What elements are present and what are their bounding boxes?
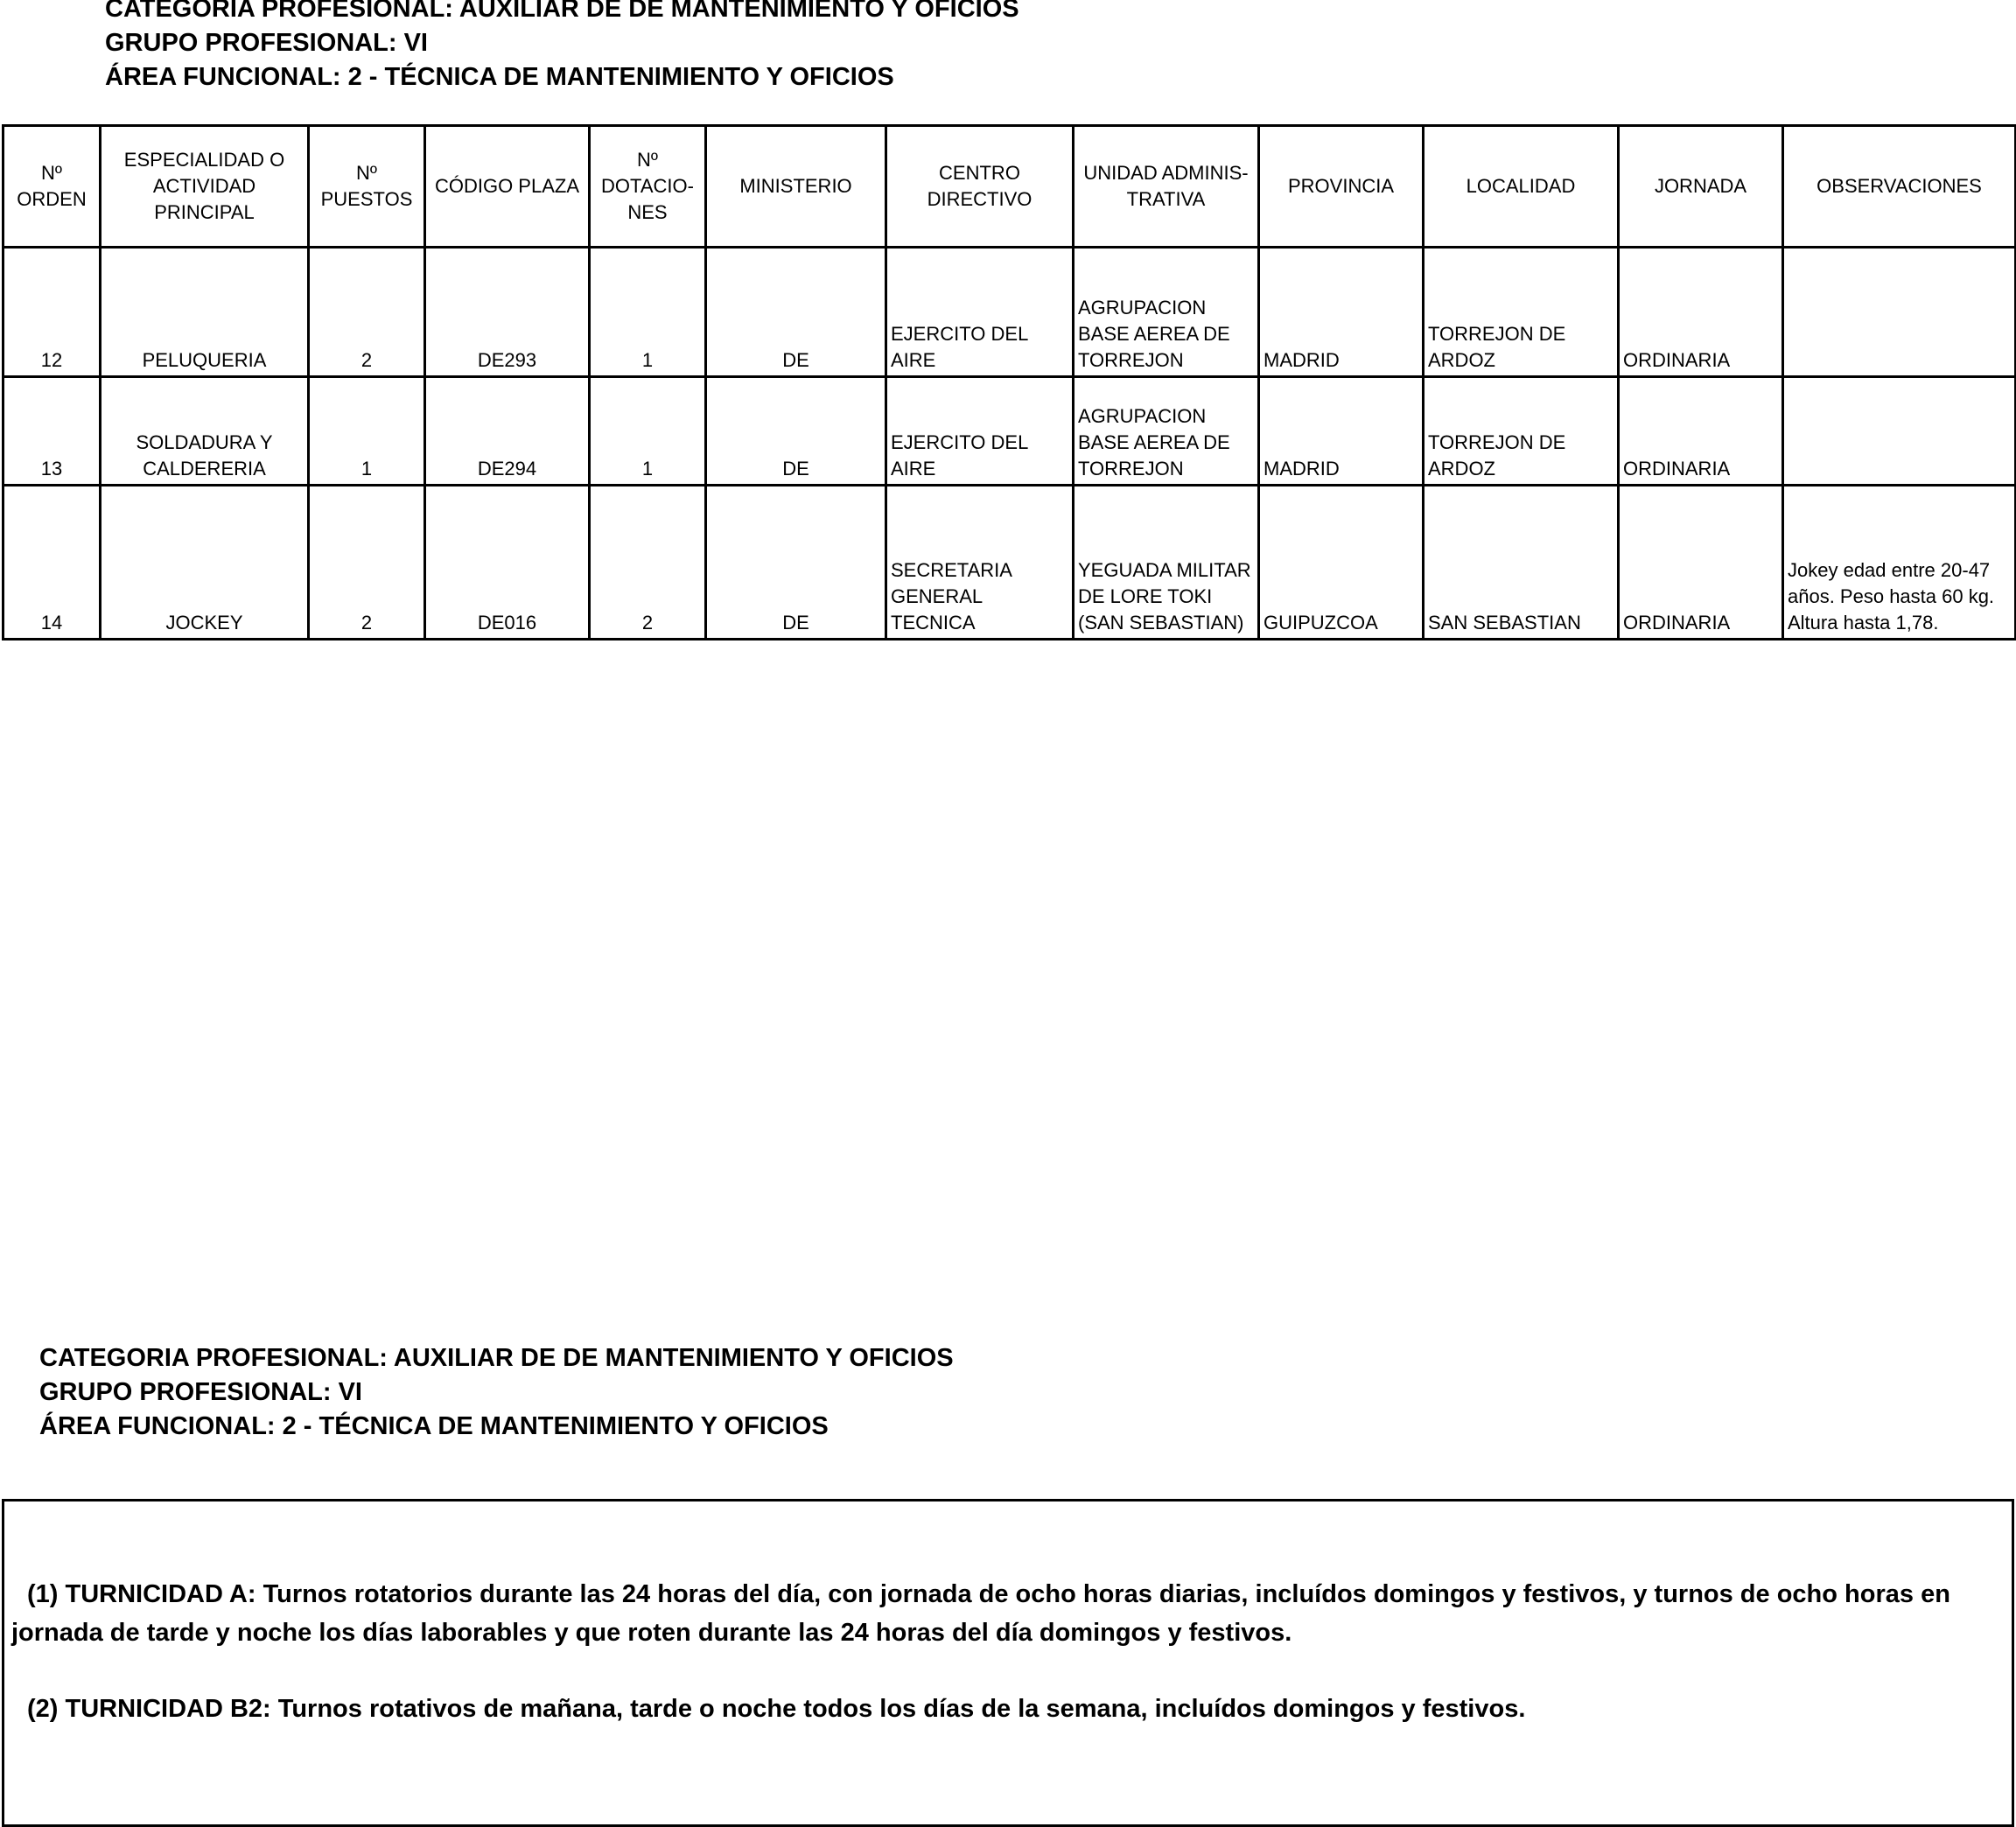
table-header-row: [4, 126, 2016, 248]
col-header-puestos: Nº PUESTOS: [309, 126, 425, 248]
cell-jornada: ORDINARIA: [1619, 486, 1783, 640]
categoria-label: CATEGORIA PROFESIONAL: AUXILIAR DE DE MANTENIMIENTO Y OFICIOS: [39, 1344, 954, 1372]
cell-puestos: 1: [309, 377, 425, 486]
cell-observaciones: [1783, 248, 2016, 377]
col-header-dotaciones: Nº DOTACIO-NES: [590, 126, 706, 248]
col-header-ministerio: MINISTERIO: [706, 126, 886, 248]
note-turnicidad-b2: (2) TURNICIDAD B2: Turnos rotativos de mañana, tarde o noche todos los días de la semana, incluídos domingos y festivos.: [27, 1695, 1526, 1723]
cell-unidad: AGRUPACION BASE AEREA DE TORREJON: [1074, 377, 1259, 486]
cell-observaciones: Jokey edad entre 20-47 años. Peso hasta 60 kg. Altura hasta 1,78.: [1783, 486, 2016, 640]
col-header-provincia: PROVINCIA: [1259, 126, 1424, 248]
cell-localidad: TORREJON DE ARDOZ: [1424, 377, 1619, 486]
col-header-centro: CENTRO DIRECTIVO: [886, 126, 1074, 248]
cell-provincia: MADRID: [1259, 377, 1424, 486]
cell-puestos: 2: [309, 248, 425, 377]
categoria-label: CATEGORIA PROFESIONAL: AUXILIAR DE DE MANTENIMIENTO Y OFICIOS: [105, 0, 1019, 23]
table-row: [4, 486, 2016, 640]
section-header-bottom: [39, 1341, 954, 1444]
col-header-especialidad: ESPECIALIDAD O ACTIVIDAD PRINCIPAL: [101, 126, 309, 248]
cell-ministerio: DE: [706, 248, 886, 377]
cell-codigo: DE293: [425, 248, 590, 377]
cell-localidad: TORREJON DE ARDOZ: [1424, 248, 1619, 377]
cell-especialidad: PELUQUERIA: [101, 248, 309, 377]
table-row: [4, 248, 2016, 377]
cell-centro: SECRETARIA GENERAL TECNICA: [886, 486, 1074, 640]
cell-provincia: MADRID: [1259, 248, 1424, 377]
col-header-localidad: LOCALIDAD: [1424, 126, 1619, 248]
cell-codigo: DE294: [425, 377, 590, 486]
cell-jornada: ORDINARIA: [1619, 377, 1783, 486]
cell-codigo: DE016: [425, 486, 590, 640]
area-label: ÁREA FUNCIONAL: 2 - TÉCNICA DE MANTENIMIENTO Y OFICIOS: [105, 63, 894, 91]
grupo-label: GRUPO PROFESIONAL: VI: [39, 1378, 362, 1406]
cell-especialidad: JOCKEY: [101, 486, 309, 640]
cell-dotaciones: 1: [590, 248, 706, 377]
col-header-observaciones: OBSERVACIONES: [1783, 126, 2016, 248]
cell-dotaciones: 1: [590, 377, 706, 486]
cell-jornada: ORDINARIA: [1619, 248, 1783, 377]
cell-unidad: AGRUPACION BASE AEREA DE TORREJON: [1074, 248, 1259, 377]
turnicidad-notes-box: [2, 1499, 2014, 1827]
cell-unidad: YEGUADA MILITAR DE LORE TOKI (SAN SEBASTIAN): [1074, 486, 1259, 640]
table-row: [4, 377, 2016, 486]
note-turnicidad-a: (1) TURNICIDAD A: Turnos rotatorios durante las 24 horas del día, con jornada de ocho horas diarias, incluídos domingos y festivos, y turnos de ocho horas en jornada de tarde y noche los días laborables y que roten durante las 24 horas del día domingos y festivos.: [11, 1580, 1950, 1647]
cell-provincia: GUIPUZCOA: [1259, 486, 1424, 640]
cell-observaciones: [1783, 377, 2016, 486]
cell-ministerio: DE: [706, 377, 886, 486]
cell-centro: EJERCITO DEL AIRE: [886, 377, 1074, 486]
cell-orden: 12: [4, 248, 101, 377]
cell-orden: 13: [4, 377, 101, 486]
cell-puestos: 2: [309, 486, 425, 640]
col-header-codigo: CÓDIGO PLAZA: [425, 126, 590, 248]
plazas-table: [2, 124, 2016, 640]
cell-localidad: SAN SEBASTIAN: [1424, 486, 1619, 640]
col-header-jornada: JORNADA: [1619, 126, 1783, 248]
section-header-top: [105, 0, 1019, 94]
cell-centro: EJERCITO DEL AIRE: [886, 248, 1074, 377]
cell-orden: 14: [4, 486, 101, 640]
cell-ministerio: DE: [706, 486, 886, 640]
col-header-orden: Nº ORDEN: [4, 126, 101, 248]
grupo-label: GRUPO PROFESIONAL: VI: [105, 29, 428, 57]
cell-dotaciones: 2: [590, 486, 706, 640]
cell-especialidad: SOLDADURA Y CALDERERIA: [101, 377, 309, 486]
col-header-unidad: UNIDAD ADMINIS-TRATIVA: [1074, 126, 1259, 248]
area-label: ÁREA FUNCIONAL: 2 - TÉCNICA DE MANTENIMIENTO Y OFICIOS: [39, 1412, 829, 1440]
